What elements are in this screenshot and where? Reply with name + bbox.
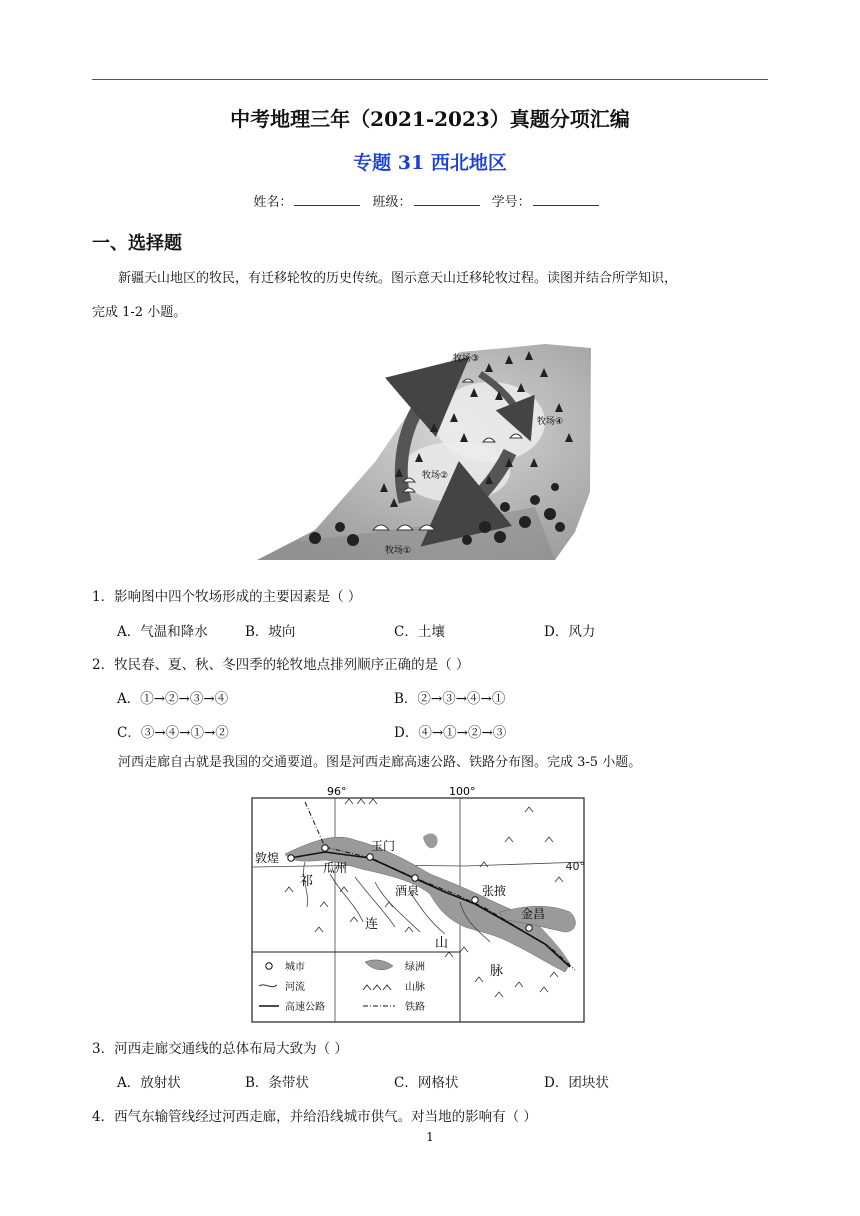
passage-2-text: 河西走廊自古就是我国的交通要道。图是河西走廊高速公路、铁路分布图。完成 3-5 小题。	[118, 755, 642, 770]
legend-railway: 铁路	[405, 1002, 425, 1013]
question-4: 4．西气东输管线经过河西走廊，并给沿线城市供气。对当地的影响有（ ）	[92, 1109, 537, 1125]
range-char-qi: 祁	[300, 874, 314, 889]
q1-option-b[interactable]: B．坡向	[245, 624, 296, 640]
q3-option-d[interactable]: D．团块状	[544, 1075, 609, 1091]
lat-40-label: 40°	[565, 860, 585, 873]
tianshan-grazing-figure	[255, 342, 595, 564]
q3-option-c[interactable]: C．网格状	[394, 1075, 459, 1091]
page-number: 1	[426, 1130, 434, 1144]
id-blank[interactable]	[533, 193, 599, 206]
q1-option-a[interactable]: A．气温和降水	[117, 624, 208, 640]
hexi-corridor-map	[245, 782, 590, 1026]
pasture-2-label: 牧场②	[422, 471, 449, 481]
q1-option-c[interactable]: C．土壤	[394, 624, 445, 640]
range-char-mai: 脉	[490, 964, 504, 979]
range-char-lian: 连	[365, 917, 379, 932]
passage-1-line-1: 新疆天山地区的牧民，有迁移轮牧的历史传统。图示意天山迁移轮牧过程。读图并结合所学知识，	[118, 271, 678, 286]
class-blank[interactable]	[414, 193, 480, 206]
city-guazhou: 瓜州	[323, 861, 348, 875]
pasture-4-label: 牧场④	[537, 417, 564, 427]
city-yumen: 玉门	[371, 839, 396, 853]
q3-option-a[interactable]: A．放射状	[117, 1075, 181, 1091]
legend-mountain: 山脉	[405, 982, 425, 993]
document-subtitle: 专题 31 西北地区	[353, 152, 507, 174]
legend-city: 城市	[285, 962, 305, 973]
section-heading: 一、选择题	[92, 233, 182, 254]
question-3: 3．河西走廊交通线的总体布局大致为（ ）	[92, 1041, 348, 1057]
student-info-line	[0, 191, 860, 210]
q2-option-c[interactable]: C．③→④→①→②	[117, 725, 229, 741]
question-2: 2．牧民春、夏、秋、冬四季的轮牧地点排列顺序正确的是（ ）	[92, 657, 470, 673]
city-jiuquan: 酒泉	[395, 884, 420, 898]
header-rule	[92, 79, 768, 80]
q1-option-d[interactable]: D．风力	[544, 624, 596, 640]
legend-oasis: 绿洲	[405, 962, 425, 973]
q2-option-a[interactable]: A．①→②→③→④	[117, 691, 229, 707]
legend-river: 河流	[285, 982, 305, 993]
city-zhangye: 张掖	[482, 884, 507, 898]
pasture-1-label: 牧场①	[385, 546, 412, 556]
id-label: 学号：	[491, 195, 531, 210]
legend-highway: 高速公路	[285, 1002, 325, 1013]
passage-1	[92, 262, 768, 330]
q2-option-b[interactable]: B．②→③→④→①	[394, 691, 506, 707]
city-jinchang: 金昌	[521, 907, 546, 921]
city-dunhuang: 敦煌	[255, 851, 280, 865]
name-label: 姓名：	[253, 195, 293, 210]
pasture-3-label: 牧场③	[453, 354, 480, 364]
passage-2	[92, 746, 768, 780]
q3-option-b[interactable]: B．条带状	[245, 1075, 309, 1091]
range-char-shan: 山	[435, 936, 449, 951]
document-title: 中考地理三年（2021-2023）真题分项汇编	[230, 107, 630, 131]
name-blank[interactable]	[294, 193, 360, 206]
lon-96-label: 96°	[327, 785, 347, 798]
q2-option-d[interactable]: D．④→①→②→③	[394, 725, 507, 741]
question-1: 1．影响图中四个牧场形成的主要因素是（ ）	[92, 589, 362, 605]
lon-100-label: 100°	[449, 785, 476, 798]
passage-1-line-2: 完成 1-2 小题。	[92, 305, 187, 320]
class-label: 班级：	[372, 195, 412, 210]
